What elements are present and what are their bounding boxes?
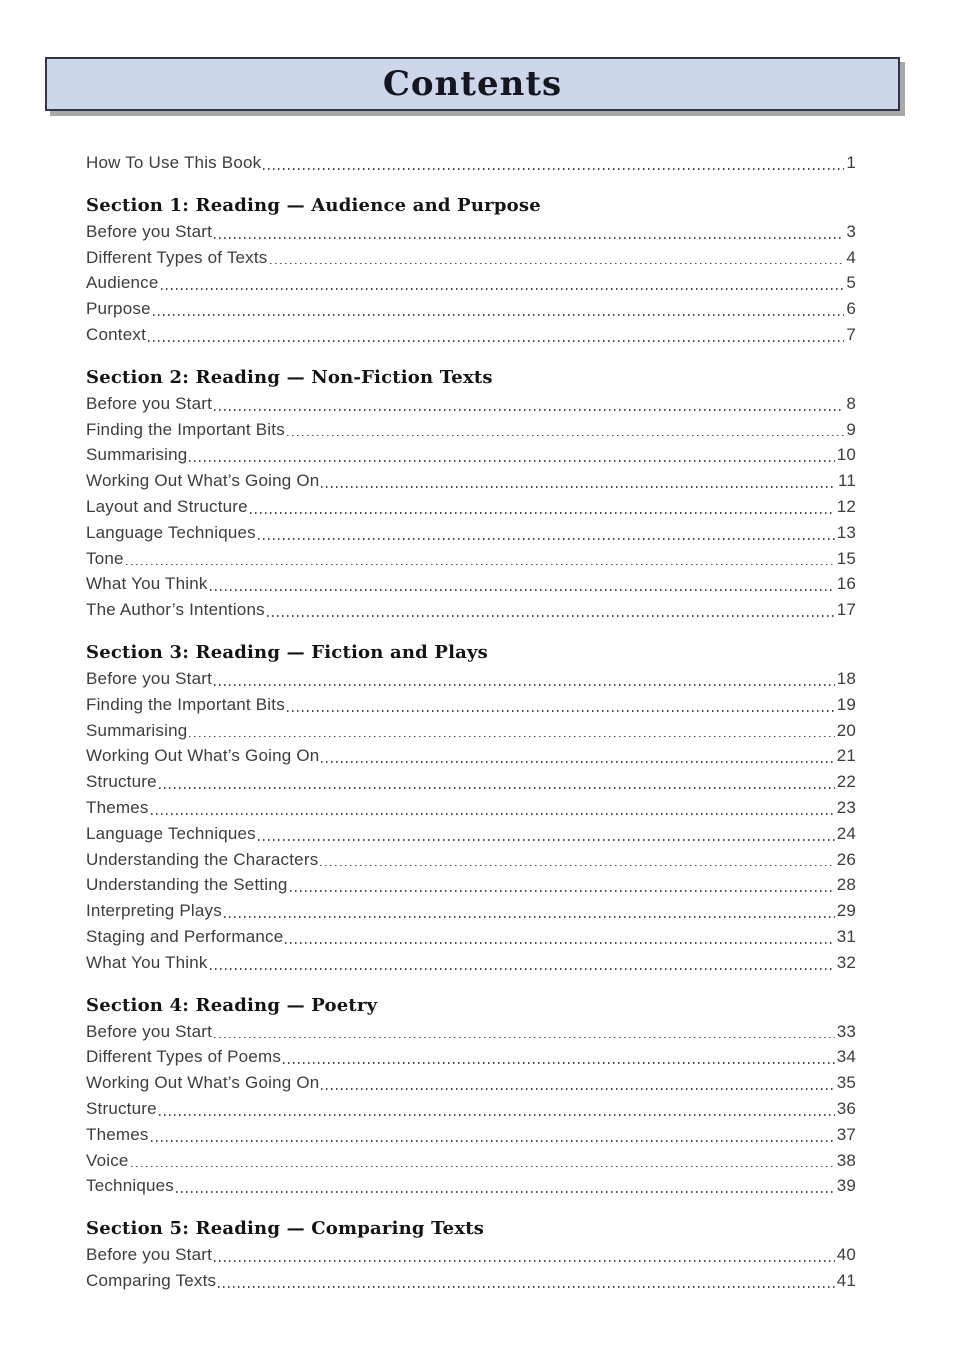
toc-entry: [86, 150, 856, 176]
toc-entry-page: 9: [846, 419, 856, 439]
toc-entry-page: 15: [836, 548, 856, 568]
toc-entry-label: Summarising: [86, 445, 188, 465]
toc-entry-label: Before you Start: [86, 1021, 213, 1041]
section-heading: Section 4: Reading — Poetry: [86, 994, 378, 1016]
toc-entry-label: Summarising: [86, 720, 188, 740]
toc-entry-page: 26: [836, 849, 856, 869]
section-heading: Section 2: Reading — Non-Fiction Texts: [86, 366, 493, 388]
dotted-leader: [287, 435, 844, 437]
toc-entry-label: Themes: [86, 797, 149, 817]
toc-entry: [86, 468, 856, 494]
dotted-leader: [153, 314, 845, 316]
toc-entry-page: 5: [846, 273, 856, 293]
toc-entry-page: 10: [836, 445, 856, 465]
toc-entry: [86, 597, 856, 623]
toc-entry: [86, 872, 856, 898]
toc-entry-page: 41: [836, 1270, 856, 1290]
toc-entry-page: 29: [836, 901, 856, 921]
toc-entry-label: Context: [86, 324, 146, 344]
dotted-leader: [189, 736, 834, 738]
dotted-leader: [290, 890, 835, 892]
toc-entry-page: 23: [836, 797, 856, 817]
toc-entry-label: Language Techniques: [86, 522, 256, 542]
toc-entry-label: Working Out What’s Going On: [86, 1073, 320, 1093]
dotted-leader: [285, 942, 834, 944]
dotted-leader: [214, 684, 835, 686]
toc-entry: [86, 571, 856, 597]
toc-entry-label: Different Types of Texts: [86, 247, 268, 267]
toc-entry-page: 20: [836, 720, 856, 740]
toc-entry: [86, 219, 856, 245]
toc-section: [86, 640, 856, 976]
toc-entry-label: Structure: [86, 772, 157, 792]
toc-entry: [86, 950, 856, 976]
toc-entry: [86, 1268, 856, 1294]
toc-entry-page: 35: [836, 1073, 856, 1093]
toc-entry-label: Comparing Texts: [86, 1270, 217, 1290]
toc-entry-page: 12: [836, 496, 856, 516]
toc-entry: [86, 769, 856, 795]
toc-section: [86, 993, 856, 1200]
toc-entry-label: Themes: [86, 1124, 149, 1144]
toc-entry: [86, 666, 856, 692]
toc-entry-page: 31: [836, 926, 856, 946]
toc-entry-page: 19: [836, 694, 856, 714]
toc-entry-label: Interpreting Plays: [86, 901, 222, 921]
toc-entry-page: 33: [836, 1021, 856, 1041]
toc-entry-page: 39: [836, 1176, 856, 1196]
toc-entry-label: Before you Start: [86, 668, 213, 688]
toc-entry: [86, 520, 856, 546]
toc-entry: [86, 245, 856, 271]
dotted-leader: [321, 486, 836, 488]
dotted-leader: [218, 1286, 834, 1288]
toc-entry: [86, 898, 856, 924]
toc-entry-page: 7: [846, 324, 856, 344]
toc-entry-label: Structure: [86, 1098, 157, 1118]
toc-entry-label: Understanding the Setting: [86, 875, 288, 895]
dotted-leader: [258, 538, 835, 540]
dotted-leader: [148, 340, 844, 342]
toc-entry-page: 18: [836, 668, 856, 688]
toc-entry: [86, 795, 856, 821]
toc-entry-label: Different Types of Poems: [86, 1047, 282, 1067]
toc-entry: [86, 1122, 856, 1148]
dotted-leader: [270, 263, 845, 265]
toc-entry-page: 17: [836, 600, 856, 620]
toc-entry: [86, 743, 856, 769]
toc-entry-page: 32: [836, 952, 856, 972]
toc-entry: [86, 1096, 856, 1122]
toc-entry-page: 8: [846, 393, 856, 413]
toc-entry: [86, 1019, 856, 1045]
toc-entry: [86, 1173, 856, 1199]
dotted-leader: [159, 1114, 835, 1116]
toc-section: [86, 193, 856, 348]
dotted-leader: [159, 787, 835, 789]
dotted-leader: [214, 409, 844, 411]
toc-entry-page: 38: [836, 1150, 856, 1170]
dotted-leader: [320, 865, 834, 867]
toc-entry: [86, 417, 856, 443]
dotted-leader: [258, 839, 835, 841]
table-of-contents: [86, 150, 856, 1294]
toc-entry-label: Working Out What’s Going On: [86, 746, 320, 766]
toc-entry: [86, 924, 856, 950]
section-heading: Section 3: Reading — Fiction and Plays: [86, 641, 488, 663]
toc-entry-label: The Author’s Intentions: [86, 600, 265, 620]
toc-entry-page: 16: [836, 574, 856, 594]
toc-entry-page: 36: [836, 1098, 856, 1118]
dotted-leader: [210, 589, 835, 591]
dotted-leader: [287, 710, 835, 712]
dotted-leader: [189, 460, 834, 462]
dotted-leader: [210, 968, 835, 970]
toc-entry: [86, 847, 856, 873]
toc-entry-label: Techniques: [86, 1176, 175, 1196]
toc-entry-label: Language Techniques: [86, 823, 256, 843]
toc-entry-label: Staging and Performance: [86, 926, 284, 946]
toc-entry-label: What You Think: [86, 574, 208, 594]
dotted-leader: [224, 916, 835, 918]
toc-section: [86, 365, 856, 623]
dotted-leader: [214, 237, 844, 239]
dotted-leader: [321, 1088, 834, 1090]
toc-entry-label: Before you Start: [86, 1245, 213, 1265]
toc-entry-label: Tone: [86, 548, 124, 568]
dotted-leader: [214, 1037, 835, 1039]
dotted-leader: [250, 512, 835, 514]
toc-entry-label: Finding the Important Bits: [86, 694, 285, 714]
toc-entry: [86, 391, 856, 417]
toc-entry-page: 3: [846, 221, 856, 241]
dotted-leader: [214, 1260, 835, 1262]
dotted-leader: [126, 564, 835, 566]
toc-entry-page: 28: [836, 875, 856, 895]
dotted-leader: [161, 288, 845, 290]
section-heading: Section 5: Reading — Comparing Texts: [86, 1218, 485, 1240]
toc-section: [86, 1216, 856, 1294]
dotted-leader: [267, 615, 835, 617]
toc-entry-page: 1: [846, 153, 856, 172]
toc-entry: [86, 1070, 856, 1096]
toc-entry: [86, 1148, 856, 1174]
toc-entry: [86, 322, 856, 348]
toc-entry-label: Voice: [86, 1150, 129, 1170]
toc-entry-page: 40: [836, 1245, 856, 1265]
toc-entry-page: 37: [836, 1124, 856, 1144]
toc-entry: [86, 1242, 856, 1268]
toc-entry: [86, 442, 856, 468]
dotted-leader: [151, 1140, 835, 1142]
toc-entry-page: 13: [836, 522, 856, 542]
toc-entry-label: Understanding the Characters: [86, 849, 319, 869]
section-heading: Section 1: Reading — Audience and Purpose: [86, 194, 541, 216]
page-title: Contents: [382, 64, 563, 104]
toc-entry-label: What You Think: [86, 952, 208, 972]
toc-entry-page: 24: [836, 823, 856, 843]
toc-entry-label: Finding the Important Bits: [86, 419, 285, 439]
toc-entry-label: Before you Start: [86, 221, 213, 241]
toc-entry: [86, 494, 856, 520]
toc-entry: [86, 821, 856, 847]
dotted-leader: [263, 168, 844, 170]
toc-entry: [86, 692, 856, 718]
dotted-leader: [151, 813, 835, 815]
toc-entry-label: Working Out What’s Going On: [86, 471, 320, 491]
dotted-leader: [176, 1191, 835, 1193]
toc-entry-label: Before you Start: [86, 393, 213, 413]
dotted-leader: [321, 761, 834, 763]
page-title-box: [45, 57, 900, 111]
toc-entry: [86, 718, 856, 744]
toc-entry-page: 34: [836, 1047, 856, 1067]
toc-entry-label: How To Use This Book: [86, 153, 262, 172]
dotted-leader: [283, 1062, 835, 1064]
toc-entry-label: Audience: [86, 273, 159, 293]
toc-entry-page: 21: [836, 746, 856, 766]
toc-entry: [86, 270, 856, 296]
toc-entry-page: 6: [846, 299, 856, 319]
toc-entry: [86, 546, 856, 572]
toc-entry: [86, 1044, 856, 1070]
toc-entry-label: Purpose: [86, 299, 151, 319]
toc-entry-label: Layout and Structure: [86, 496, 248, 516]
toc-entry-page: 11: [837, 471, 856, 491]
toc-entry-page: 4: [846, 247, 856, 267]
toc-entry-page: 22: [836, 772, 856, 792]
dotted-leader: [131, 1166, 835, 1168]
toc-entry: [86, 296, 856, 322]
